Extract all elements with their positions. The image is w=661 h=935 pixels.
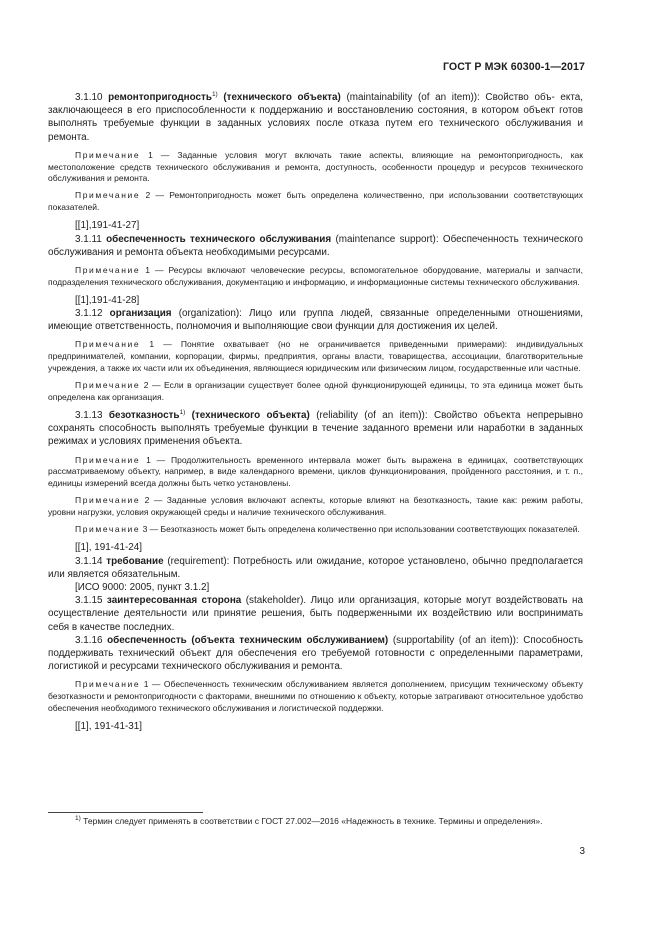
reference: [[1], 191-41-31] bbox=[75, 720, 142, 732]
note: Примечание 3 — Безотказность может быть определена количественно при использовании соответствующих показателей. bbox=[75, 524, 580, 535]
page-content bbox=[48, 91, 583, 733]
document-header: ГОСТ Р МЭК 60300-1—2017 bbox=[442, 61, 585, 73]
note: Примечание 2 — Если в организации существует более одной функционирующей единицы, то эта единица может быть определена как организация. bbox=[48, 380, 583, 402]
term-title: обеспеченность (объекта техническим обслуживанием) bbox=[107, 634, 389, 646]
note: Примечание 2 — Заданные условия включают аспекты, которые влияют на безотказность, такие как: режим работы, уровни нагрузки, условия окружающей среды и наличие технического обслуживания. bbox=[48, 495, 583, 517]
footnote-separator bbox=[48, 812, 203, 813]
term-title: заинтересованная сторона bbox=[106, 595, 242, 607]
term-3-1-15: 3.1.15 заинтересованная сторона (stakeholder). Лицо или организация, которые могут воздействовать на осуществление деятельности или принятие решения, быть подверженными их воздействию или воспринимать себя в качестве последних. bbox=[48, 595, 583, 633]
term-3-1-13: 3.1.13 безотказность$^{1)}$ (технического объекта) (reliability (of an item)): Свойство объекта непрерывно сохранять способность выполнять требуемые функции в течение заданного времени или наработки в заданных режимах и условиях применения объекта. bbox=[48, 408, 583, 448]
term-3-1-11: 3.1.11 обеспеченность технического обслуживания (maintenance support): Обеспеченность технического обслуживания и ремонта объекта необходимыми ресурсами. bbox=[48, 233, 584, 258]
term-title: организация bbox=[109, 308, 172, 320]
term-3-1-14: 3.1.14 требование (requirement): Потребность или ожидание, которое установлено, обычно предполагается или является обязательным. bbox=[48, 555, 584, 580]
term-title: безотказность bbox=[108, 409, 180, 421]
note: Примечание 1 — Заданные условия могут включать такие аспекты, влияющие на ремонтопригодность, как местоположение средств технического обслуживания и ремонта, доступность, особенности процедур и ресурсов технического обслуживания и ремонта. bbox=[48, 149, 583, 184]
reference: [[1],191-41-28] bbox=[75, 294, 140, 306]
term-3-1-16: 3.1.16 обеспеченность (объекта техническим обслуживанием) (supportability (of an item)): Способность поддерживать технический объект для обеспечения его требуемой готовности с определенными параметрами, логистикой и ресурсами технического обслуживания и ремонта. bbox=[48, 634, 583, 673]
footnote: $^{1)}$ Термин следует применять в соответствии с ГОСТ 27.002—2016 «Надежность в технике. Термины и определения». bbox=[75, 815, 543, 826]
note: Примечание 2 — Ремонтопригодность может быть определена количественно, при использовании соответствующих показателей. bbox=[48, 190, 583, 213]
page-number: 3 bbox=[579, 846, 585, 857]
note: Примечание 1 — Продолжительность временного интервала может быть выражена в единицах, соответствующих рассматриваемому объекту, например, в виде календарного времени, циклов функционирования, пройденного расстояния, и т. п., единицы измерений всегда должны быть четко установлены. bbox=[48, 454, 583, 488]
reference: [ИСО 9000: 2005, пункт 3.1.2] bbox=[75, 581, 210, 593]
term-3-1-10: 3.1.10 ремонтопригодность$^{1)}$ (технического объекта) (maintainability (of an item)): Свойство объ- екта, заключающееся в его приспособленности к поддержанию и восстановлению состояния, в котором объект готов выполнять требуемые функции в заданных условиях после отказа путем его технического обслуживания и ремонта. bbox=[48, 91, 583, 143]
reference: [[1], 191-41-24] bbox=[75, 542, 142, 554]
reference: [[1],191-41-27] bbox=[75, 220, 140, 232]
note: Примечание 1 — Ресурсы включают человеческие ресурсы, вспомогательное оборудование, материалы и запчасти, подразделения технического обслуживания, документацию и информацию, и информационные системы технического обслуживания. bbox=[48, 264, 583, 287]
term-title: обеспеченность технического обслуживания bbox=[106, 233, 332, 245]
note: Примечание 1 — Понятие охватывает (но не ограничивается приведенными примерами): индивидуальных предпринимателей, компании, корпорации, фирмы, предприятия, органы власти, товарищества, ассоциации, благотворительные учреждения, а также их части или их объединения, являющиеся юридическим или физическим лицом, государственные или частные. bbox=[48, 339, 583, 373]
term-3-1-12: 3.1.12 организация (organization): Лицо или группа людей, связанные определенными отношениями, имеющие ответственность, полномочия и выполняющие свои функции для достижения их целей. bbox=[48, 308, 584, 333]
note: Примечание 1 — Обеспеченность техническим обслуживанием является дополнением, присущим техническому объекту безотказности и ремонтопригодности с факторами, внешними по отношению к объекту, которые затрагивают относительное удобство обеспечения необходимого технического обслуживания и логистической поддержки. bbox=[48, 679, 583, 713]
term-title: требование bbox=[106, 555, 164, 567]
term-title: ремонтопригодность bbox=[108, 92, 212, 103]
